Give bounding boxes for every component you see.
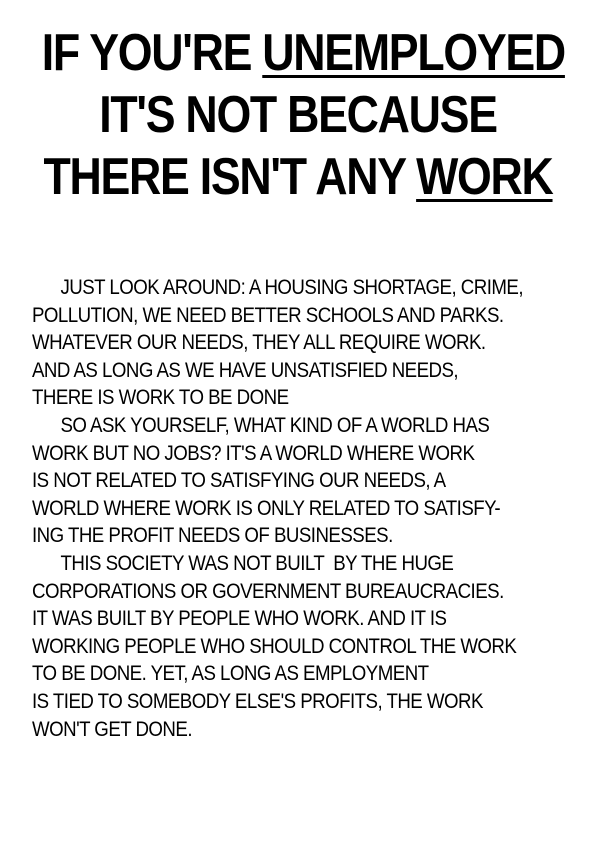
body-line: WORK BUT NO JOBS? IT'S A WORLD WHERE WORK xyxy=(32,441,475,465)
body-line: WHATEVER OUR NEEDS, THEY ALL REQUIRE WORK. xyxy=(32,331,486,355)
body-line: THIS SOCIETY WAS NOT BUILT BY THE HUGE xyxy=(60,551,454,575)
body-line: WORKING PEOPLE WHO SHOULD CONTROL THE WORK xyxy=(32,634,517,658)
body-line: POLLUTION, WE NEED BETTER SCHOOLS AND PARKS. xyxy=(32,303,504,327)
body-line: CORPORATIONS OR GOVERNMENT BUREAUCRACIES. xyxy=(32,579,504,603)
body-line: SO ASK YOURSELF, WHAT KIND OF A WORLD HAS xyxy=(60,413,490,437)
body-line: IS TIED TO SOMEBODY ELSE'S PROFITS, THE WORK xyxy=(32,689,483,713)
body-line: ING THE PROFIT NEEDS OF BUSINESSES. xyxy=(32,524,393,548)
body-line: THERE IS WORK TO BE DONE xyxy=(32,386,289,410)
body-line: JUST LOOK AROUND: A HOUSING SHORTAGE, CRIME, xyxy=(60,276,524,299)
body-line: IS NOT RELATED TO SATISFYING OUR NEEDS, A xyxy=(32,469,446,493)
headline xyxy=(41,22,565,208)
headline-line-1 xyxy=(41,22,565,84)
body-line: IT WAS BUILT BY PEOPLE WHO WORK. AND IT IS xyxy=(32,607,447,631)
headline-unemployed-underlined: UNEMPLOYED xyxy=(262,24,565,82)
headline-line-2: IT'S NOT BECAUSE xyxy=(99,86,497,144)
headline-line-1-prefix: IF YOU'RE xyxy=(41,24,263,82)
headline-work-underlined: WORK xyxy=(416,148,553,206)
body-line: WON'T GET DONE. xyxy=(32,717,192,741)
headline-line-3-prefix: THERE ISN'T ANY xyxy=(43,148,417,206)
body-line: TO BE DONE. YET, AS LONG AS EMPLOYMENT xyxy=(32,662,429,686)
body-text xyxy=(32,274,530,743)
body-line: AND AS LONG AS WE HAVE UNSATISFIED NEEDS, xyxy=(32,358,459,382)
body-line: WORLD WHERE WORK IS ONLY RELATED TO SATISFY- xyxy=(32,496,501,520)
headline-line-3 xyxy=(42,146,555,208)
